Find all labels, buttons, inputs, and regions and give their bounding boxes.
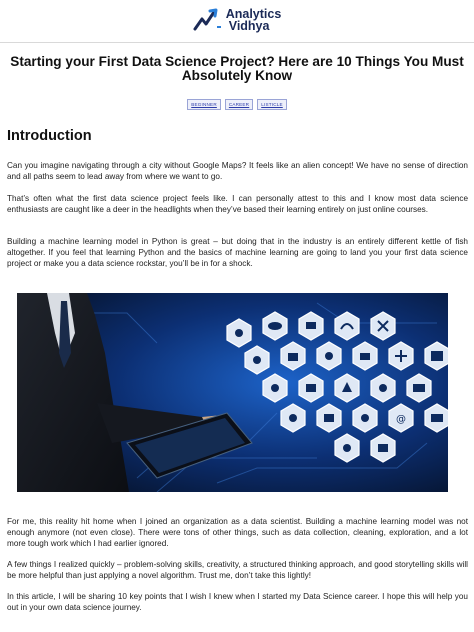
tag-listicle[interactable]: LISTICLE [257, 99, 287, 110]
hero-image [17, 293, 448, 492]
site-logo[interactable] [193, 7, 282, 33]
tag-list [0, 99, 474, 110]
paragraph-1: Can you imagine navigating through a city without Google Maps? It feels like an alien concept! We have no sense of direction and all paths seem to lead away from where we want to go. [7, 161, 468, 182]
tag-career[interactable]: CAREER [225, 99, 253, 110]
tag-beginner[interactable]: BEGINNER [187, 99, 221, 110]
logo-text [226, 8, 282, 32]
paragraph-3: Building a machine learning model in Python is great – but doing that in the industry is an entirely different kettle of fish altogether. If you feel that learning Python and the basics of machine learning are going to land you your first data science project or make you a data science rockstar, you’ll be in for a shock. [7, 237, 468, 269]
logo-line-2: Vidhya [228, 19, 270, 33]
businessman-touching-hexagon-technology-icons-image [17, 293, 448, 492]
paragraph-6: In this article, I will be sharing 10 key points that I wish I knew when I started my Data Science career. I hope this will help you out in your own data science journey. [7, 592, 468, 613]
logo-line-1: Analytics [225, 7, 282, 21]
paragraph-2: That’s often what the first data science project feels like. I can personally attest to this and I know most data science enthusiasts are caught like a deer in the headlights when they’ve based their learning entirely on just online courses. [7, 194, 468, 215]
site-header [0, 0, 474, 40]
article-title: Starting your First Data Science Project? Here are 10 Things You Must Absolutely Know [10, 54, 464, 83]
section-heading: Introduction [7, 128, 92, 144]
paragraph-5: A few things I realized quickly – problem-solving skills, creativity, a structured thinking approach, and good storytelling skills will be more helpful than just applying a novel algorithm. Trust me, don’t take this lightly! [7, 560, 468, 581]
paragraph-4: For me, this reality hit home when I joined an organization as a data scientist. Building a machine learning model was not enough anymore (not even close). There were tons of other things, such as data collection, cleaning, exploration, and a lot more tough work which I had earlier ignored. [7, 517, 468, 549]
svg-text:@: @ [396, 414, 406, 425]
analytics-vidhya-arrow-icon [193, 7, 223, 33]
